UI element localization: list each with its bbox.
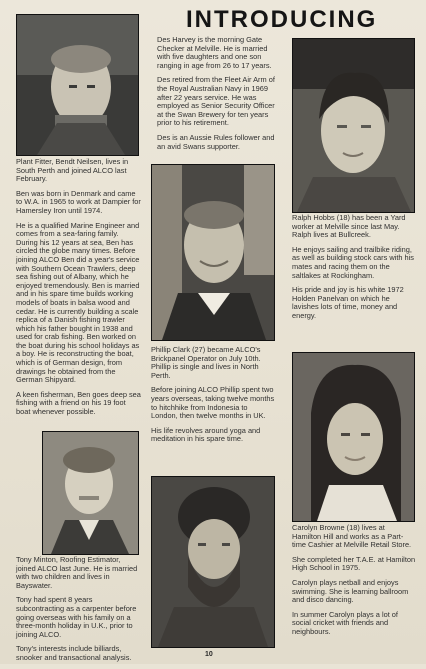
bio-des-harvey [157,36,278,157]
bio-paragraph: Before joining ALCO Phillip spent two years overseas, taking twelve months to hitchhike from Indonesia to London, then twelve months in UK. [151,385,275,421]
bio-paragraph: His life revolves around yoga and meditation in his spare time. [151,425,261,444]
photo-ralph-hobbs [292,38,415,213]
photo-des-harvey [151,164,275,341]
bio-paragraph: She completed her T.A.E. at Hamilton High School in 1975. [292,554,416,573]
bio-paragraph: Carolyn plays netball and enjoys swimming. She is learning ballroom and disco dancing. [292,577,409,605]
bio-paragraph: In summer Carolyn plays a lot of social cricket with friends and neighbours. [292,609,398,636]
bio-ralph-hobbs [292,214,416,327]
page-number: 10 [205,651,213,658]
bio-paragraph: Tony Minton, Roofing Estimator, joined ALCO last June. He is married with two children and lives in Bayswater. [16,555,138,590]
photo-bendt-neilsen [16,14,139,156]
bio-paragraph: Carolyn Browne (18) lives at Hamilton Hill and works as a Part-time Cashier at Melville Retail Store. [292,523,412,550]
bio-bendt-neilsen [16,158,141,423]
bio-paragraph: Phillip Clark (27) became ALCO's Brickpanel Operator on July 10th. Phillip is single and lives in North Perth. [151,345,261,380]
bio-paragraph: Des retired from the Fleet Air Arm of the Royal Australian Navy in 1969 after 22 years service. He was employed as Senior Security Officer at the Swan Brewery for ten years prior to his retirement. [157,75,275,128]
photo-tony-minton [42,431,139,555]
bio-paragraph: Des is an Aussie Rules follower and an avid Swans supporter. [157,132,275,151]
photo-carolyn-browne [292,352,415,522]
bio-paragraph: He enjoys sailing and trailbike riding, as well as building stock cars with his mates and racing them on the saltlakes at Rockingham. [292,244,414,280]
bio-paragraph: He is a qualified Marine Engineer and comes from a sea-faring family. During his 12 years at sea, Ben has circled the globe many times. Before joining ALCO Ben did a year's service with Southern Ocean Trawlers, deep sea fishing out of Albany, which he enjoyed tremendously. Ben is married and in his spare time builds working models of boats in balsa wood and cedar. He is currently building a scale replica of a Danish fishing trawler which his father bought in 1938 and used for crab fishing. Ben worked on the boat during his school holidays as a boy. He is reconstructing the boat, which is of German design, from drawings he obtained from the German Shipyard. [16,220,140,385]
bio-paragraph: Plant Fitter, Bendt Neilsen, lives in South Perth and joined ALCO last February. [16,157,129,184]
page-headline: INTRODUCING [186,6,378,33]
bio-phillip-clark [151,346,276,450]
bio-tony-minton [16,556,142,669]
bio-paragraph: Tony had spent 8 years subcontracting as a carpenter before going overseas with his family on a three-month holiday in U.K., prior to joining ALCO. [16,595,137,639]
bio-paragraph: Ralph Hobbs (18) has been a Yard worker at Melville since last May. Ralph lives at Bullcreek. [292,213,406,240]
bio-paragraph: A keen fisherman, Ben goes deep sea fishing with a friend on his 19 foot boat whenever possible. [16,389,141,417]
bio-paragraph: Ben was born in Denmark and came to W.A. in 1965 to work at Dampier for Hamersley Iron until 1974. [16,188,141,215]
photo-phillip-clark [151,476,275,648]
bio-paragraph: Des Harvey is the morning Gate Checker at Melville. He is married with five daughters and one son ranging in age from 26 to 17 years. [157,35,272,70]
bio-paragraph: His pride and joy is his white 1972 Holden Panelvan on which he lavishes lots of time, money and energy. [292,285,404,320]
bio-carolyn-browne [292,524,416,643]
bio-paragraph: Tony's interests include billiards, snooker and transactional analysis. [16,644,132,662]
